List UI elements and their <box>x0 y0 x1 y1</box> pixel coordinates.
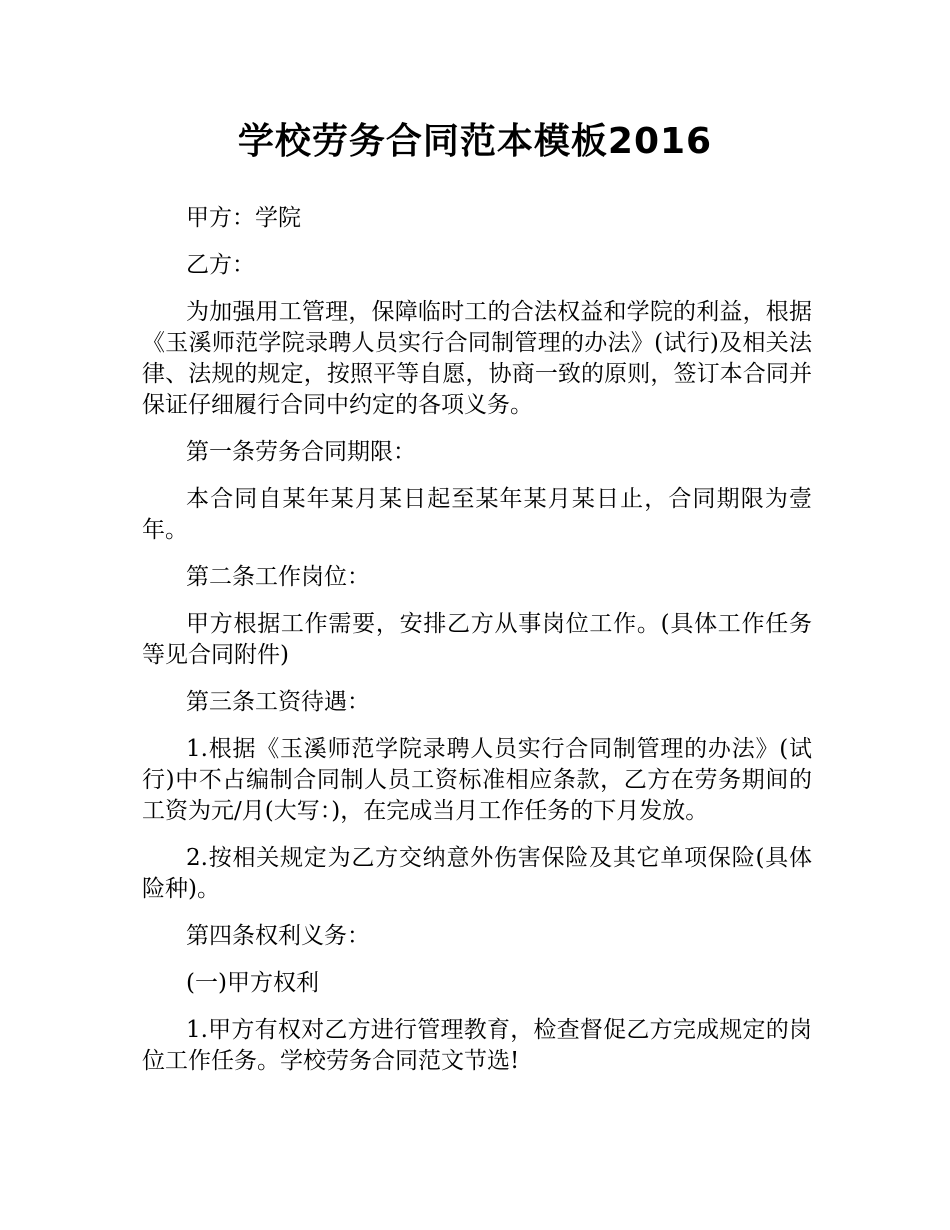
article-3-item-2: 2.按相关规定为乙方交纳意外伤害保险及其它单项保险(具体险种)。 <box>142 845 812 902</box>
article-3-item-1: 1.根据《玉溪师范学院录聘人员实行合同制管理的办法》(试行)中不占编制合同制人员工资标准相应条款，乙方在劳务期间的工资为元/月(大写：)，在完成当月工作任务的下月发放。 <box>142 736 812 824</box>
preamble-paragraph: 为加强用工管理，保障临时工的合法权益和学院的利益，根据《玉溪师范学院录聘人员实行合同制管理的办法》(试行)及相关法律、法规的规定，按照平等自愿，协商一致的原则，签订本合同并保证仔细履行合同中约定的各项义务。 <box>142 299 812 418</box>
article-3-heading: 第三条工资待遇： <box>186 689 370 715</box>
party-a-rights-item-1: 1.甲方有权对乙方进行管理教育，检查督促乙方完成规定的岗位工作任务。学校劳务合同范文节选! <box>142 1017 812 1074</box>
article-2-heading: 第二条工作岗位： <box>186 564 370 590</box>
article-2-paragraph: 甲方根据工作需要，安排乙方从事岗位工作。(具体工作任务等见合同附件) <box>142 611 812 668</box>
document-title: 学校劳务合同范本模板2016 <box>237 121 713 162</box>
document-body <box>142 203 812 1093</box>
article-1-heading: 第一条劳务合同期限： <box>186 439 416 465</box>
party-b-line: 乙方： <box>186 252 255 278</box>
article-1-paragraph: 本合同自某年某月某日起至某年某月某日止，合同期限为壹年。 <box>142 486 812 543</box>
article-4-heading: 第四条权利义务： <box>186 923 370 949</box>
party-a-line: 甲方：学院 <box>186 205 301 231</box>
party-a-rights-heading: (一)甲方权利 <box>186 970 319 996</box>
